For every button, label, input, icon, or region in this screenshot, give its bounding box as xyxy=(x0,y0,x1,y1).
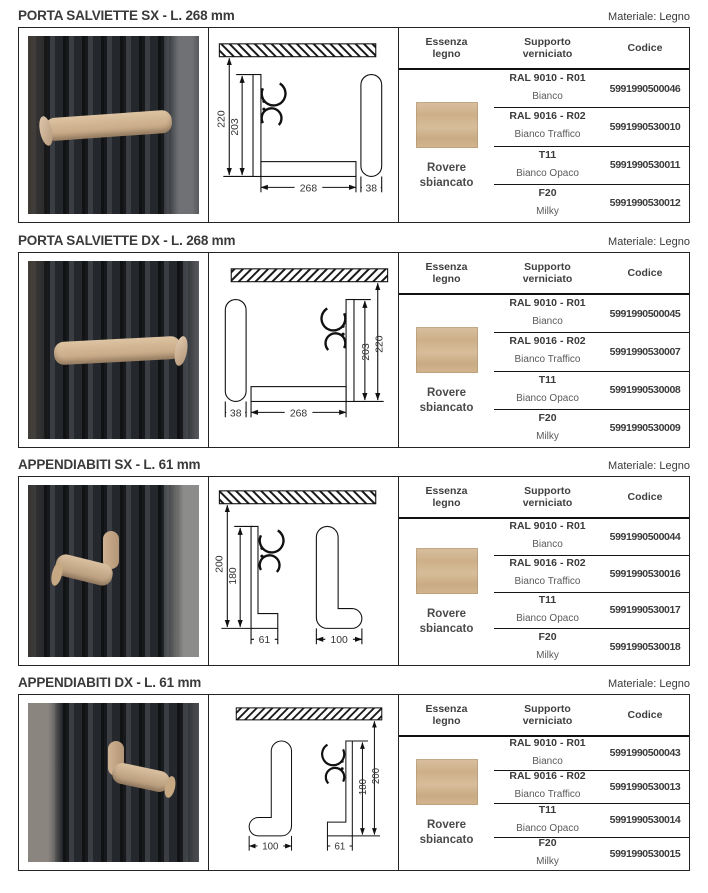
table-row xyxy=(494,70,689,108)
drawing-labels xyxy=(226,335,385,419)
section-box xyxy=(18,252,690,448)
finish-code: RAL 9010 - R01 xyxy=(509,72,586,85)
table-row xyxy=(494,804,689,838)
dim-depth: 61 xyxy=(334,841,346,853)
finish-name: Bianco Opaco xyxy=(516,167,579,179)
finish-name: Bianco xyxy=(532,755,563,767)
technical-drawing xyxy=(209,28,399,222)
wood-essence-name: Rovere sbiancato xyxy=(419,386,474,414)
wall-hatch xyxy=(219,491,375,504)
finish-name: Bianco xyxy=(532,539,563,551)
mount-plate xyxy=(346,300,354,402)
finish-code: RAL 9010 - R01 xyxy=(509,297,586,310)
finish-code: RAL 9010 - R01 xyxy=(509,736,586,749)
product-code: 5991990530008 xyxy=(609,384,681,397)
wall-hatch xyxy=(236,708,382,720)
dim-height-inner: 180 xyxy=(228,567,240,585)
table-row xyxy=(494,629,689,665)
drawing-hook-dx xyxy=(209,695,398,870)
drawing-towel-bar-sx xyxy=(209,28,398,222)
material-label: Materiale: Legno xyxy=(608,460,690,472)
section-title: PORTA SALVIETTE SX - L. 268 mm xyxy=(18,8,235,23)
material-label: Materiale: Legno xyxy=(608,678,690,690)
finish-code: RAL 9016 - R02 xyxy=(509,335,586,348)
col-header-supporto: Supporto verniciato xyxy=(522,702,573,727)
dim-height-inner: 203 xyxy=(230,118,242,136)
section-header xyxy=(18,448,690,472)
product-photo xyxy=(19,28,209,222)
finish-name: Bianco Opaco xyxy=(516,612,579,624)
product-code: 5991990530015 xyxy=(609,847,681,860)
section-title: APPENDIABITI DX - L. 61 mm xyxy=(18,675,202,690)
wood-sample xyxy=(416,548,478,594)
col-header-essenza: Essenza legno xyxy=(425,35,468,60)
essenza-cell xyxy=(399,295,494,447)
section-porta-salviette-sx xyxy=(18,0,690,223)
product-photo xyxy=(19,477,209,665)
finish-code: F20 xyxy=(538,630,557,643)
essenza-cell xyxy=(399,737,494,870)
hook-front-view xyxy=(249,741,291,836)
table-row xyxy=(494,147,689,185)
table-row xyxy=(494,556,689,593)
product-code: 5991990530017 xyxy=(609,604,681,617)
product-code: 5991990530018 xyxy=(609,641,681,654)
table-row xyxy=(494,593,689,630)
dim-length: 268 xyxy=(289,408,308,420)
mount-plate xyxy=(253,75,261,177)
clip-ring xyxy=(322,745,344,766)
finish-name: Milky xyxy=(536,205,559,217)
product-code: 5991990530016 xyxy=(609,567,681,580)
product-code: 5991990530009 xyxy=(609,422,681,435)
material-label: Materiale: Legno xyxy=(608,11,690,23)
spec-table xyxy=(399,695,689,870)
section-header xyxy=(18,223,690,248)
finish-code: T11 xyxy=(538,593,557,606)
finish-code: RAL 9016 - R02 xyxy=(509,110,586,123)
section-header xyxy=(18,0,690,23)
table-header-row xyxy=(399,477,689,519)
product-photo xyxy=(19,695,209,870)
finish-code: RAL 9016 - R02 xyxy=(509,770,586,783)
col-header-codice: Codice xyxy=(627,708,663,721)
wood-sample xyxy=(416,327,478,373)
product-code: 5991990500044 xyxy=(609,530,681,543)
finish-name: Bianco Opaco xyxy=(516,822,579,834)
col-header-codice: Codice xyxy=(627,266,663,279)
clip-ring xyxy=(322,308,346,330)
finish-name: Bianco Traffico xyxy=(514,789,581,801)
wood-essence-name: Rovere sbiancato xyxy=(419,819,474,846)
finish-name: Milky xyxy=(536,856,559,868)
hook-side-profile xyxy=(251,526,278,628)
col-header-essenza: Essenza legno xyxy=(425,702,468,727)
product-code: 5991990530011 xyxy=(609,159,681,172)
clip-ring xyxy=(262,83,286,105)
towel-bar-profile xyxy=(251,387,346,402)
clip-ring xyxy=(260,530,284,552)
radiator-photo xyxy=(28,703,199,862)
col-header-codice: Codice xyxy=(627,41,663,54)
dim-height-total: 220 xyxy=(374,335,386,353)
table-header-row xyxy=(399,28,689,70)
drawing-geometry xyxy=(219,44,381,195)
radiator-photo xyxy=(28,36,199,214)
towel-bar-profile xyxy=(261,162,356,177)
section-box xyxy=(18,27,690,223)
dim-width: 100 xyxy=(330,635,348,647)
section-title: PORTA SALVIETTE DX - L. 268 mm xyxy=(18,233,236,248)
spec-table xyxy=(399,253,689,447)
table-row xyxy=(494,108,689,146)
finish-code: RAL 9010 - R01 xyxy=(509,520,586,533)
product-code: 5991990500045 xyxy=(609,307,681,320)
table-header-row xyxy=(399,253,689,295)
clip-ring xyxy=(262,108,282,125)
technical-drawing xyxy=(209,253,399,447)
dim-height-inner: 203 xyxy=(360,343,372,361)
table-header-row xyxy=(399,695,689,737)
finish-name: Milky xyxy=(536,430,559,442)
wood-essence-name: Rovere sbiancato xyxy=(419,607,474,635)
wood-sample xyxy=(416,102,478,148)
finish-code: F20 xyxy=(538,837,557,850)
table-row xyxy=(494,410,689,447)
essenza-cell xyxy=(399,70,494,222)
drawing-geometry xyxy=(219,491,375,647)
dim-height-total: 200 xyxy=(371,767,383,785)
section-title: APPENDIABITI SX - L. 61 mm xyxy=(18,457,201,472)
col-header-supporto: Supporto verniciato xyxy=(522,260,573,285)
wall-hatch xyxy=(219,44,375,57)
table-row xyxy=(494,737,689,771)
radiator-photo xyxy=(28,261,199,439)
wood-hook-arm xyxy=(110,761,171,793)
radiator-photo xyxy=(28,485,199,657)
table-row xyxy=(494,295,689,333)
hook-side-profile xyxy=(327,741,352,836)
finish-code: T11 xyxy=(538,148,557,161)
table-row xyxy=(494,185,689,222)
finish-code: F20 xyxy=(538,411,557,424)
section-porta-salviette-dx xyxy=(18,223,690,448)
spec-table xyxy=(399,28,689,222)
dim-depth: 61 xyxy=(258,635,271,647)
section-box xyxy=(18,694,690,871)
finish-name: Milky xyxy=(536,649,559,661)
finish-name: Bianco Traffico xyxy=(514,576,581,588)
product-photo xyxy=(19,253,209,447)
col-header-essenza: Essenza legno xyxy=(425,484,468,509)
section-box xyxy=(18,476,690,666)
product-code: 5991990530007 xyxy=(609,345,681,358)
col-header-supporto: Supporto verniciato xyxy=(522,35,573,60)
wall-hatch xyxy=(231,269,387,282)
technical-drawing xyxy=(209,477,399,665)
bar-front-view xyxy=(225,300,246,402)
table-row xyxy=(494,372,689,410)
product-code: 5991990530014 xyxy=(609,814,681,827)
wood-essence-name: Rovere sbiancato xyxy=(419,161,474,189)
col-header-codice: Codice xyxy=(627,490,663,503)
finish-name: Bianco Traffico xyxy=(514,129,581,141)
drawing-geometry xyxy=(225,269,387,420)
finish-name: Bianco xyxy=(532,316,563,328)
section-appendiabiti-dx xyxy=(18,666,690,871)
clip-ring xyxy=(326,768,344,784)
wood-towel-bar xyxy=(44,110,172,142)
clip-ring xyxy=(326,333,346,350)
finish-code: RAL 9016 - R02 xyxy=(509,557,586,570)
col-header-supporto: Supporto verniciato xyxy=(522,484,573,509)
wood-sample xyxy=(416,759,478,805)
dim-width: 38 xyxy=(229,408,242,420)
drawing-hook-sx xyxy=(209,477,398,665)
drawing-towel-bar-dx xyxy=(209,253,398,447)
product-code: 5991990530012 xyxy=(609,197,681,210)
product-code: 5991990500046 xyxy=(609,82,681,95)
section-appendiabiti-sx xyxy=(18,448,690,666)
bar-front-view xyxy=(361,75,382,177)
hook-front-view xyxy=(316,526,362,628)
finish-name: Bianco xyxy=(532,91,563,103)
wood-towel-bar xyxy=(53,336,181,366)
technical-drawing xyxy=(209,695,399,870)
col-header-essenza: Essenza legno xyxy=(425,260,468,285)
clip-ring xyxy=(260,555,280,572)
finish-code: T11 xyxy=(538,803,557,816)
table-row xyxy=(494,838,689,871)
dim-height-total: 220 xyxy=(216,110,228,128)
product-code: 5991990530013 xyxy=(609,780,681,793)
finish-name: Bianco Opaco xyxy=(516,392,579,404)
finish-code: F20 xyxy=(538,186,557,199)
dim-length: 268 xyxy=(299,183,318,195)
table-row xyxy=(494,333,689,371)
product-code: 5991990500043 xyxy=(609,747,681,760)
table-row xyxy=(494,519,689,556)
table-row xyxy=(494,771,689,805)
dim-height-inner: 180 xyxy=(358,779,370,796)
dim-height-total: 200 xyxy=(214,555,226,573)
dim-width: 100 xyxy=(262,841,279,853)
product-code: 5991990530010 xyxy=(609,120,681,133)
dim-width: 38 xyxy=(365,183,378,195)
section-header xyxy=(18,666,690,690)
finish-code: T11 xyxy=(538,373,557,386)
material-label: Materiale: Legno xyxy=(608,236,690,248)
finish-name: Bianco Traffico xyxy=(514,354,581,366)
essenza-cell xyxy=(399,519,494,665)
spec-table xyxy=(399,477,689,665)
